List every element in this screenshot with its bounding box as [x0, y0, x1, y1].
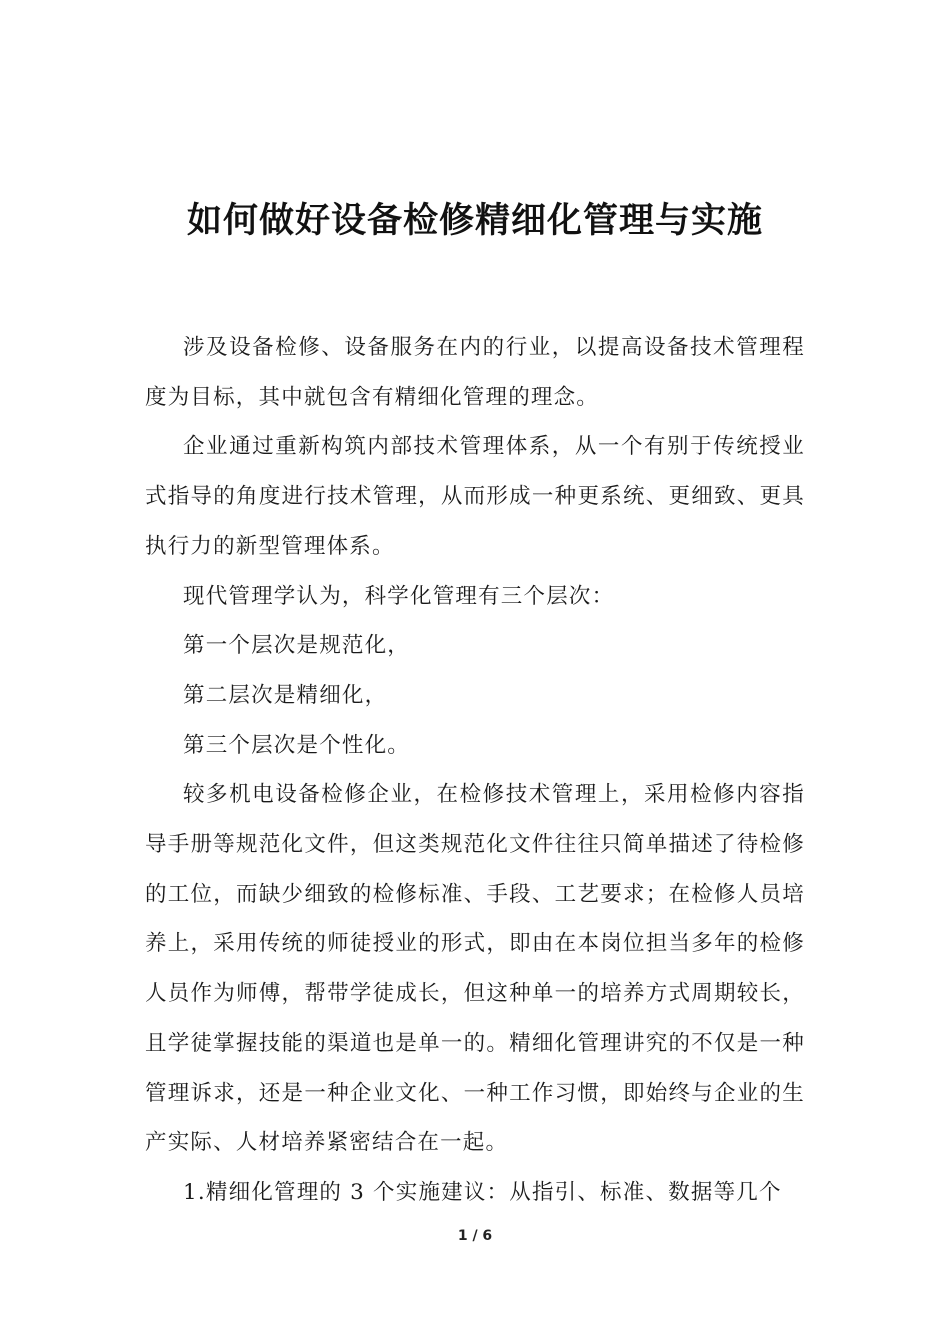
list-item-level-3: 第三个层次是个性化。	[183, 732, 411, 758]
paragraph: 涉及设备检修、设备服务在内的行业，以提高设备技术管理程度为目标，其中就包含有精细化管理的理念。	[145, 335, 805, 410]
paragraph: 较多机电设备检修企业，在检修技术管理上，采用检修内容指导手册等规范化文件，但这类规范化文件往往只简单描述了待检修的工位，而缺少细致的检修标准、手段、工艺要求；在检修人员培养上，采用传统的师徒授业的形式，即由在本岗位担当多年的检修人员作为师傅，帮带学徒成长，但这种单一的培养方式周期较长，且学徒掌握技能的渠道也是单一的。精细化管理讲究的不仅是一种管理诉求，还是一种企业文化、一种工作习惯，即始终与企业的生产实际、人材培养紧密结合在一起。	[145, 782, 805, 1156]
list-item-level-1: 第一个层次是规范化，	[183, 633, 411, 659]
list-item-level-2: 第二层次是精细化，	[183, 682, 388, 708]
paragraph: 现代管理学认为，科学化管理有三个层次：	[183, 583, 615, 609]
page-number: 1 / 6	[457, 1228, 493, 1244]
section-heading-paragraph: 1.精细化管理的 3 个实施建议：从指引、标准、数据等几个	[183, 1179, 782, 1205]
paragraph: 企业通过重新构筑内部技术管理体系，从一个有别于传统授业式指导的角度进行技术管理，从而形成一种更系统、更细致、更具执行力的新型管理体系。	[145, 434, 805, 559]
document-body	[145, 323, 805, 1218]
document-title: 如何做好设备检修精细化管理与实施	[186, 201, 763, 241]
